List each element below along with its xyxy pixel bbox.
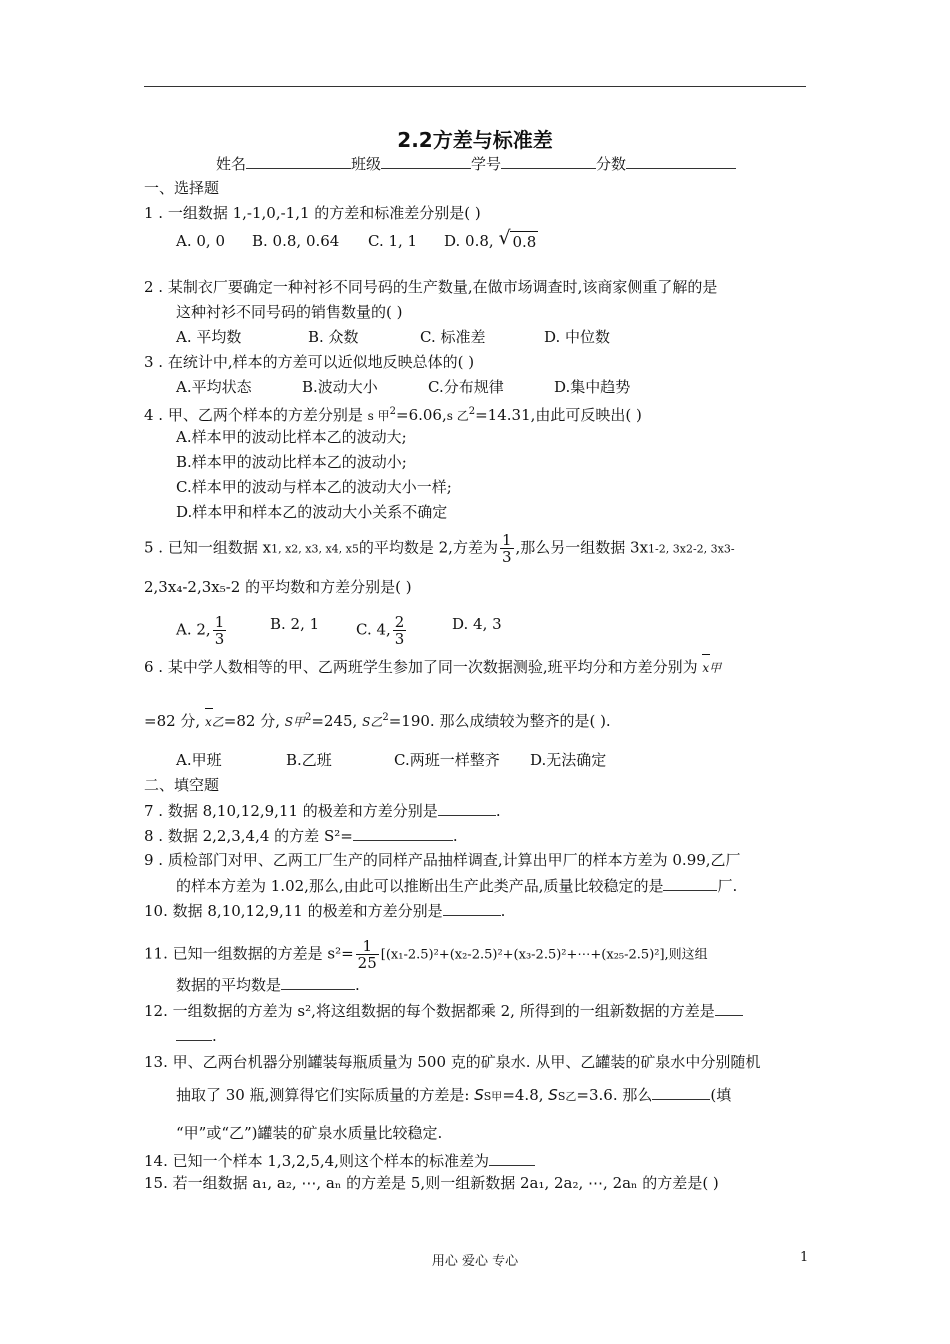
fraction-one-third	[213, 614, 227, 647]
s-symbol-yi: S	[548, 1086, 558, 1104]
score-label: 分数	[596, 155, 627, 173]
q4-text-mid: =6.06,	[396, 406, 447, 424]
q6-option-a: A.甲班	[176, 751, 222, 769]
q4-option-c: C.样本甲的波动与样本乙的波动大小一样;	[176, 478, 452, 496]
q12-answer-blank-cont[interactable]	[176, 1025, 212, 1041]
square-sup: 2	[382, 712, 389, 723]
s-jia-symbol: s 甲	[367, 409, 390, 423]
numerator: 1	[356, 938, 379, 955]
q10-answer-blank[interactable]	[443, 900, 501, 916]
x-bar-yi: x乙	[205, 706, 224, 732]
q7-text: 7 . 数据 8,10,12,9,11 的极差和方差分别是	[144, 802, 438, 820]
question-6-line-2	[144, 706, 611, 732]
section-choice: 一、选择题	[144, 179, 220, 197]
s-jia-symbol: S甲	[284, 715, 305, 729]
q11-text-end: [(x₁-2.5)²+(x₂-2.5)²+(x₃-2.5)²+⋯+(x₂₅-2.5)²],则这组	[380, 947, 708, 963]
top-rule	[144, 86, 806, 87]
question-5-line-1	[144, 532, 735, 565]
numerator: 1	[214, 613, 225, 631]
fraction-one-over-25	[356, 938, 379, 971]
class-label: 班级	[351, 155, 382, 173]
sqrt-radicand: 0.8	[512, 233, 537, 251]
s-yi-symbol: s 乙	[446, 409, 469, 423]
q8-answer-blank[interactable]	[353, 825, 453, 841]
q14-answer-blank[interactable]	[489, 1150, 535, 1166]
q8-text: 8 . 数据 2,2,3,4,4 的方差 S²=	[144, 827, 353, 845]
q5-text-mid: 的平均数是 2,方差为	[358, 538, 498, 557]
q13-variance-jia: =4.8	[502, 1086, 539, 1104]
x-bar-jia: x甲	[702, 652, 721, 678]
denominator: 3	[501, 548, 512, 566]
q5-x-list: 1, x2, x3, x4, x5	[271, 542, 359, 556]
question-14	[144, 1150, 535, 1171]
q5-text-start: 5 . 已知一组数据 x	[144, 538, 272, 557]
numerator: 1	[501, 531, 512, 549]
question-2-line-1: 2 . 某制衣厂要确定一种衬衫不同号码的生产数量,在做市场调查时,该商家侧重了解的是	[144, 278, 718, 296]
question-10: 10. 数据 8,10,12,9,11 的极差和方差分别是 .	[144, 902, 506, 920]
question-15: 15. 若一组数据 a₁, a₂, ⋯, aₙ 的方差是 5,则一组新数据 2a₁, 2a₂, ⋯, 2aₙ 的方差是( )	[144, 1174, 719, 1192]
q5-option-c-label: C. 4,	[356, 620, 391, 639]
q2-option-a: A. 平均数	[176, 328, 242, 346]
question-2-line-2: 这种衬衫不同号码的销售数量的( )	[176, 303, 403, 321]
q1-option-c: C. 1, 1	[368, 232, 418, 250]
q6-option-b: B.乙班	[286, 751, 332, 769]
denominator: 3	[394, 630, 405, 648]
q5-option-a	[176, 614, 228, 647]
q6-option-c: C.两班一样整齐	[394, 751, 500, 769]
id-label: 学号	[471, 155, 502, 173]
s-jia-sub: S甲	[483, 1090, 503, 1103]
q4-option-b: B.样本甲的波动比样本乙的波动小;	[176, 453, 407, 471]
q12-answer-blank[interactable]	[715, 1000, 743, 1016]
score-blank[interactable]	[626, 153, 736, 169]
question-6-line-1	[144, 652, 721, 678]
q4-text-start: 4 . 甲、乙两个样本的方差分别是	[144, 406, 363, 424]
question-8: 8 . 数据 2,2,3,4,4 的方差 S²= .	[144, 827, 458, 845]
question-11-line-1	[144, 938, 708, 971]
q7-answer-blank[interactable]	[438, 800, 496, 816]
q3-option-b: B.波动大小	[302, 378, 378, 396]
q6-option-d: D.无法确定	[530, 751, 607, 769]
q6-part-b: =82 分,	[223, 712, 280, 730]
q5-option-a-label: A. 2,	[176, 620, 211, 639]
question-13-line-2: 抽取了 30 瓶,测算得它们实际质量的方差是: SS甲=4.8, SS乙=3.6. 那么 (填	[176, 1086, 732, 1104]
question-3: 3 . 在统计中,样本的方差可以近似地反映总体的( )	[144, 353, 475, 371]
q11-answer-blank[interactable]	[281, 974, 355, 990]
question-9-line-1: 9 . 质检部门对甲、乙两工厂生产的同样产品抽样调查,计算出甲厂的样本方差为 0.99,乙厂	[144, 851, 741, 869]
q5-text-end: ,那么另一组数据 3x	[515, 538, 649, 557]
q3-option-c: C.分布规律	[428, 378, 504, 396]
q6-part-a: =82 分,	[144, 712, 201, 730]
q5-option-b: B. 2, 1	[270, 615, 320, 633]
q4-option-a: A.样本甲的波动比样本乙的波动大;	[176, 428, 407, 446]
q2-option-b: B. 众数	[308, 328, 359, 346]
q10-text: 10. 数据 8,10,12,9,11 的极差和方差分别是	[144, 902, 443, 920]
q6-text: 6 . 某中学人数相等的甲、乙两班学生参加了同一次数据测验,班平均分和方差分别为	[144, 658, 698, 676]
q5-right-expression: 1-2, 3x2-2, 3x3-	[648, 542, 735, 556]
q9-text: 的样本方差为 1.02,那么,由此可以推断出生产此类产品,质量比较稳定的是	[176, 877, 664, 895]
q4-text-end: =14.31,由此可反映出( )	[475, 406, 642, 424]
square-sup: 2	[468, 406, 476, 417]
class-blank[interactable]	[381, 153, 471, 169]
q1-option-b: B. 0.8, 0.64	[252, 232, 340, 250]
fraction-one-third	[500, 532, 514, 565]
q2-option-c: C. 标准差	[420, 328, 486, 346]
numerator: 2	[394, 613, 405, 631]
question-13-line-1: 13. 甲、乙两台机器分别罐装每瓶质量为 500 克的矿泉水. 从甲、乙罐装的矿泉水中分别随机	[144, 1053, 761, 1071]
q1-option-d	[444, 227, 538, 252]
s-yi-sub: S乙	[557, 1090, 577, 1103]
s-yi-symbol: S乙	[362, 715, 383, 729]
square-sup: 2	[389, 406, 396, 417]
denominator: 3	[214, 630, 225, 648]
q13-text-end: (填	[710, 1086, 732, 1104]
q6-part-c: =245,	[311, 712, 358, 730]
q1-option-d-label: D. 0.8,	[444, 232, 494, 250]
name-label: 姓名	[216, 155, 247, 173]
q4-option-d: D.样本甲和样本乙的波动大小关系不确定	[176, 503, 448, 521]
q13-variance-yi: =3.6	[576, 1086, 613, 1104]
q3-option-d: D.集中趋势	[554, 378, 631, 396]
q13-answer-blank[interactable]	[652, 1084, 710, 1100]
question-1: 1 . 一组数据 1,-1,0,-1,1 的方差和标准差分别是( )	[144, 204, 481, 222]
q2-option-d: D. 中位数	[544, 328, 611, 346]
question-5-line-2: 2,3x₄-2,3x₅-2 的平均数和方差分别是( )	[144, 578, 412, 596]
question-12-line-2: .	[176, 1025, 217, 1046]
question-13-line-3: “甲”或“乙”)罐装的矿泉水质量比较稳定.	[176, 1124, 443, 1142]
page-title: 2.2方差与标准差	[397, 128, 553, 152]
q12-text: 12. 一组数据的方差为 s²,将这组数据的每个数据都乘 2, 所得到的一组新数据的方差是	[144, 1002, 715, 1020]
sqrt-expression: √ 0.8	[498, 227, 537, 251]
denominator: 25	[357, 954, 377, 972]
q6-part-d: =190. 那么成绩较为整齐的是( ).	[388, 712, 611, 730]
question-11-line-2: 数据的平均数是 .	[176, 976, 360, 994]
id-blank[interactable]	[501, 153, 596, 169]
question-9-line-2	[176, 875, 737, 896]
q11-text-2: 数据的平均数是	[176, 976, 282, 994]
page-footer: 用心 爱心 专心	[431, 1254, 519, 1269]
q9-tail: 厂.	[717, 877, 738, 895]
s-symbol-jia: S	[474, 1086, 484, 1104]
question-12	[144, 1000, 743, 1021]
square-sup: 2	[304, 712, 312, 723]
q5-option-c	[356, 614, 408, 647]
q3-option-a: A.平均状态	[176, 378, 252, 396]
question-7: 7 . 数据 8,10,12,9,11 的极差和方差分别是 .	[144, 802, 501, 820]
question-4	[144, 402, 642, 426]
q13-text-mid: . 那么	[612, 1086, 653, 1104]
fraction-two-thirds	[393, 614, 407, 647]
header-info-line	[216, 153, 736, 174]
q13-text-start: 抽取了 30 瓶,测算得它们实际质量的方差是:	[176, 1086, 470, 1104]
q1-option-a: A. 0, 0	[176, 232, 225, 250]
page-number: 1	[800, 1250, 809, 1265]
q11-text-start: 11. 已知一组数据的方差是 s²=	[144, 944, 354, 963]
q5-option-d: D. 4, 3	[452, 615, 502, 633]
q14-text: 14. 已知一个样本 1,3,2,5,4,则这个样本的标准差为	[144, 1152, 489, 1170]
section-fill: 二、填空题	[144, 776, 220, 794]
name-blank[interactable]	[246, 153, 351, 169]
q9-answer-blank[interactable]	[663, 875, 717, 891]
